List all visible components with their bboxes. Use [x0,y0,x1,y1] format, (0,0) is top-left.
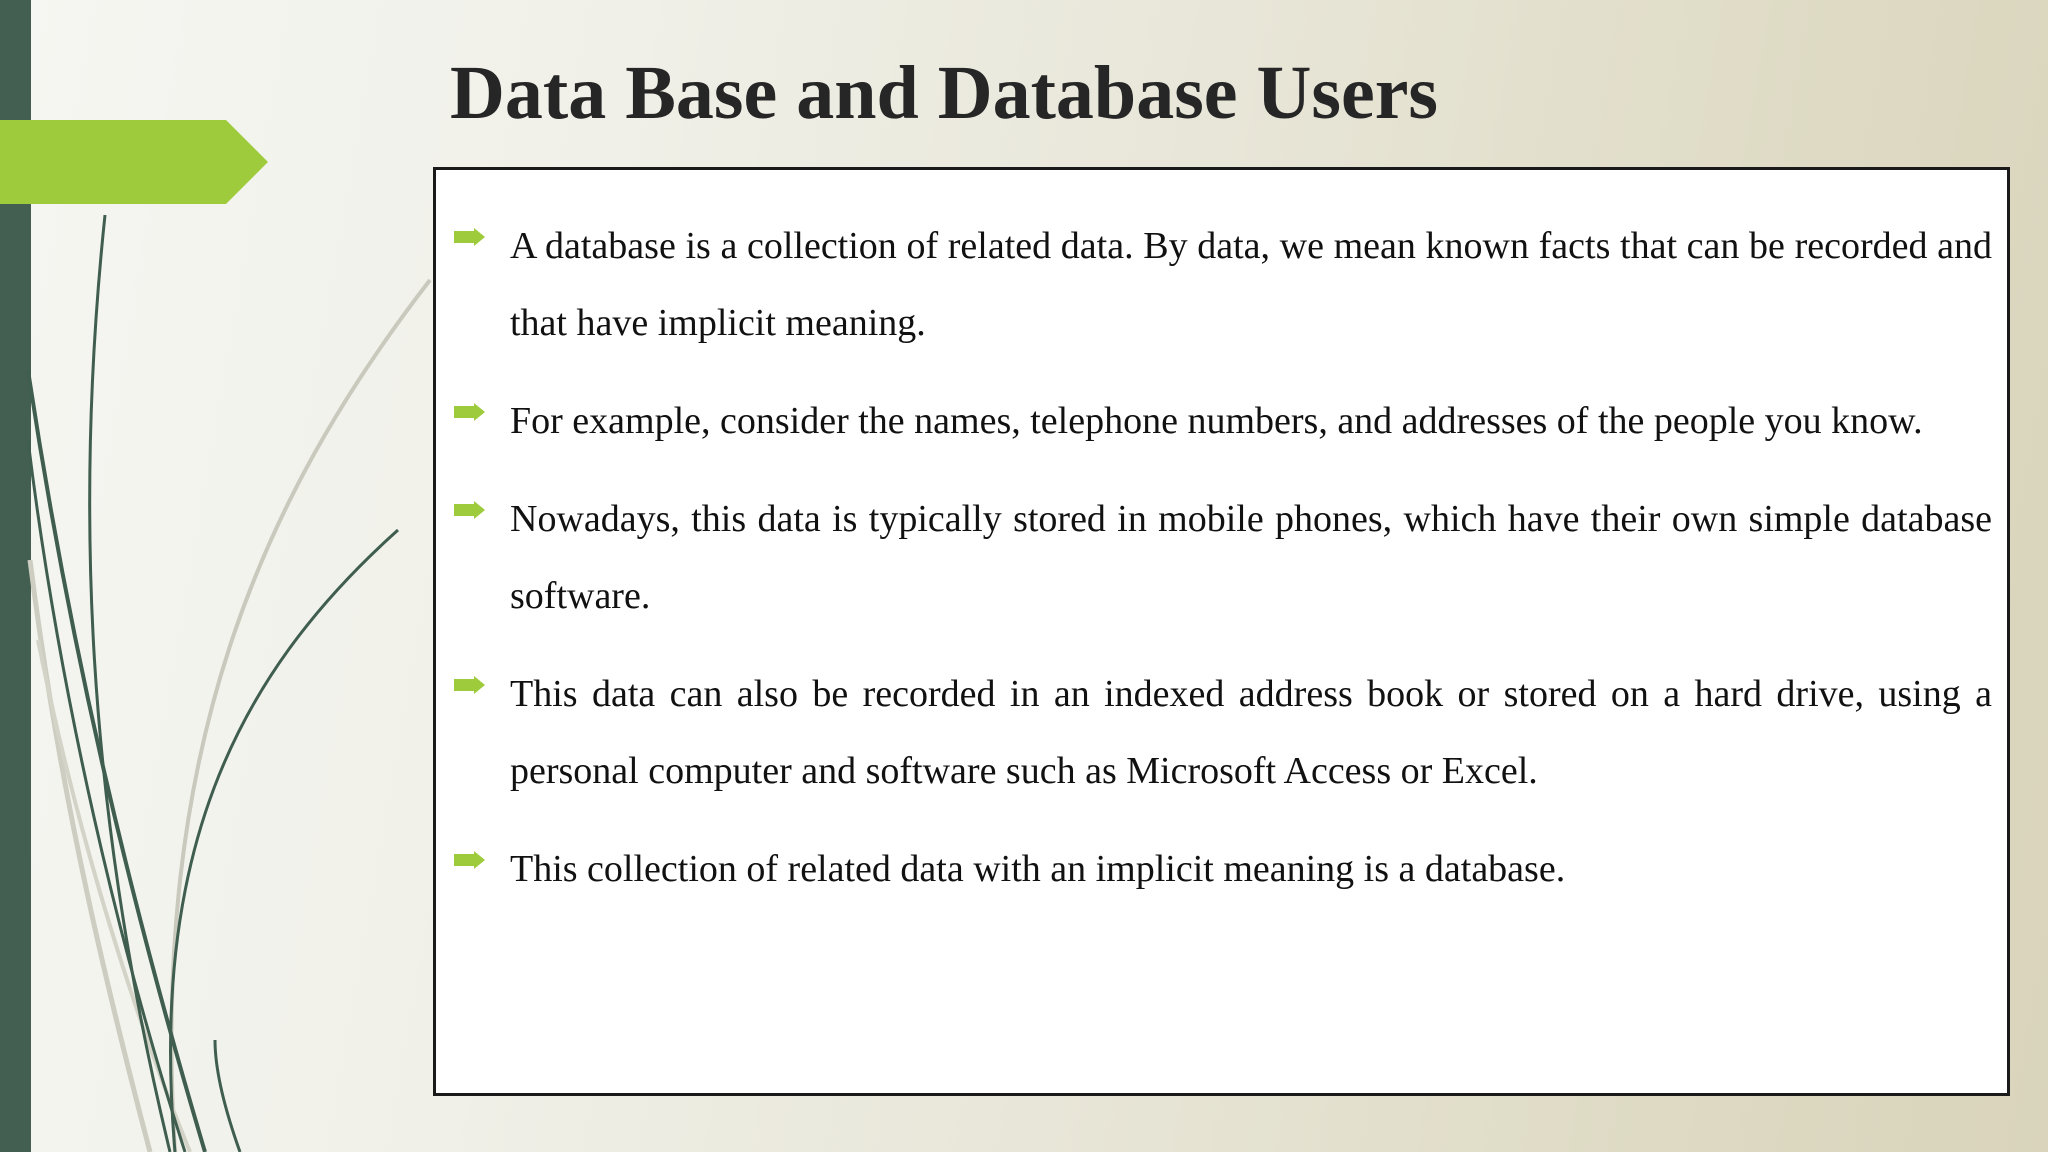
content-box [433,167,2010,1096]
arrow-bullet-icon [454,501,485,519]
bullet-item [454,383,1992,460]
arrow-bullet-icon [454,676,485,694]
arrow-bullet-icon [454,228,485,246]
slide-title: Data Base and Database Users [450,51,1438,135]
bullet-item [454,831,1992,908]
arrow-bullet-icon [454,851,485,869]
bullet-text: This data can also be recorded in an indexed address book or stored on a hard drive, using a personal computer and software such as Microsoft Access or Excel. [510,673,1992,792]
bullet-text: A database is a collection of related data. By data, we mean known facts that can be recorded and that have implicit meaning. [510,225,1992,344]
bullet-text: Nowadays, this data is typically stored in mobile phones, which have their own simple database software. [510,498,1992,617]
bullet-text: For example, consider the names, telephone numbers, and addresses of the people you know. [510,400,1923,442]
bullet-text: This collection of related data with an implicit meaning is a database. [510,848,1566,890]
bullet-item [454,656,1992,810]
accent-arrow-shape [0,120,268,204]
arrow-bullet-icon [454,403,485,421]
bullet-list [454,208,1992,929]
bullet-item [454,481,1992,635]
bullet-item [454,208,1992,362]
